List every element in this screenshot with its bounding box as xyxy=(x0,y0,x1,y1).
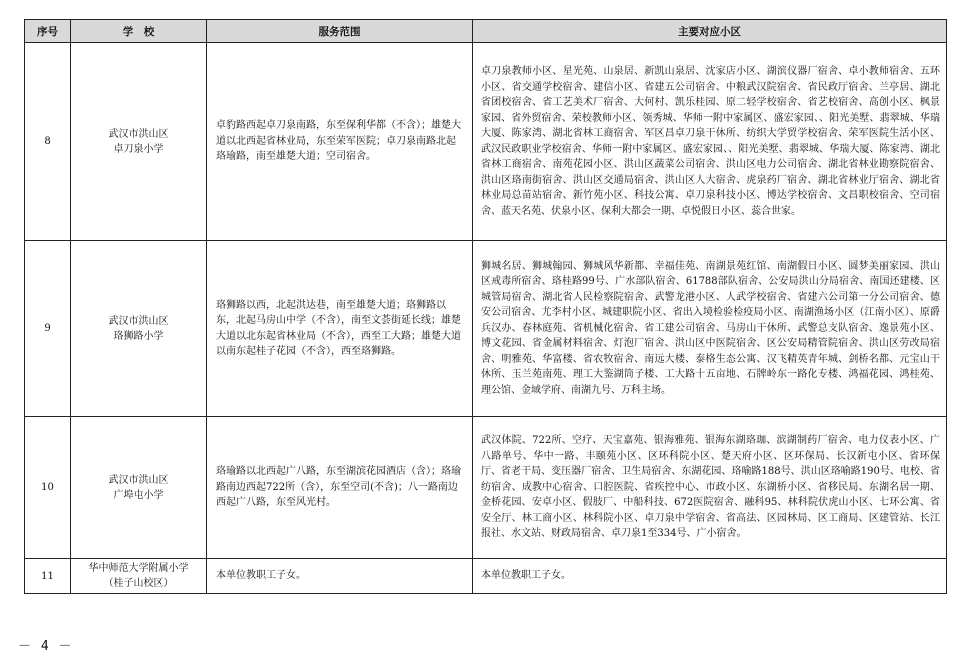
table-header-row xyxy=(25,20,947,43)
header-school: 学 校 xyxy=(71,20,207,43)
row-service-range: 珞瑜路以北西起广八路，东至湖滨花园酒店（含）；珞瑜路南边西起722所（含），东至空司(不含)；八一路南边西起广八路，东至风光村。 xyxy=(207,417,473,559)
row-num: 10 xyxy=(25,417,71,559)
header-areas: 主要对应小区 xyxy=(473,20,947,43)
school-district-table xyxy=(24,19,947,594)
school-name-line1: 武汉市洪山区 xyxy=(108,474,169,486)
header-num: 序号 xyxy=(25,20,71,43)
page-number: － 4 － xyxy=(18,639,73,654)
header-range: 服务范围 xyxy=(207,20,473,43)
table-row xyxy=(25,241,947,417)
row-num: 11 xyxy=(25,559,71,594)
table-row xyxy=(25,417,947,559)
row-service-range: 卓豹路西起卓刀泉南路，东至保利华都（不含）；雄楚大道以北西起省林业局，东至荣军医院；卓刀泉南路北起珞瑜路，南至雄楚大道；空司宿舍。 xyxy=(207,43,473,241)
row-school xyxy=(71,559,207,594)
school-name-line1: 华中师范大学附属小学 xyxy=(88,563,189,574)
table-row xyxy=(25,559,947,594)
school-name-line2: 卓刀泉小学 xyxy=(113,143,164,155)
row-residential-areas: 武汉体院、722所、空疗、天宝嘉苑、银海雅苑、银海东湖珞珈、滨湖制药厂宿舍、电力仪表小区、广八路单号、华中一路、丰颐苑小区、区环科院小区、楚天府小区、区环保局、长汉新屯小区、省环保厅、省老干局、变压器厂宿舍、卫生局宿舍、东湖花园、珞喻路188号、洪山区珞喻路190号、电校、省纺宿舍、成教中心宿舍、口腔医院、省疾控中心、市政小区、东湖桥小区、省移民局、东湖名居一期、金桥花园、安卓小区、假肢厂、中船科技、672医院宿舍、融科95、林科院伏虎山小区、七环公寓、省安全厅、林工商小区、林科院小区、卓刀泉中学宿舍、省高法、区园林局、区工商局、区建管站、长江报社、水文站、财政局宿舍、卓刀泉1至334号、广小宿舍。 xyxy=(473,417,947,559)
row-residential-areas: 卓刀泉教师小区、星光苑、山泉居、新凯山泉居、沈家店小区、湖滨仪器厂宿舍、卓小教师宿舍、五环小区、省交通学校宿舍、建信小区、省建五公司宿舍、中粮武汉院宿舍、省民政厅宿舍、兰亭居、湖北省团校宿舍、省工艺美术厂宿舍、大何村、凯乐桂园、原二轻学校宿舍、省艺校宿舍、高创小区、枫景家园、省外贸宿舍、荣校教师小区、领秀城、华师一附中家属区、盛宏家园、、阳光美墅、翡翠城、华瑞大厦、陈家湾、湖北省林工商宿舍、军区昌卓刀泉干休所、纺织大学贸学校宿舍、荣军医院生活小区、武汉民政职业学校宿舍、华师一附中家属区、盛宏家园、、阳光美墅、翡翠城、华瑞大厦、陈家湾、湖北省林工商宿舍、南苑花园小区、洪山区蔬菜公司宿舍、洪山区电力公司宿舍、湖北省林业勘察院宿舍、洪山区珞南街宿舍、洪山区交通局宿舍、洪山区人大宿舍、虎泉药厂宿舍、湖北省林业厅宿舍、湖北省林业局总苗站宿舍、新竹苑小区、科技公寓、卓刀泉科技小区、博达学校宿舍、文昌职校宿舍、空司宿舍、蓝天名苑、伏泉小区、保利大都会一期、卓悦假日小区、蕊合世家。 xyxy=(473,43,947,241)
school-name-line1: 武汉市洪山区 xyxy=(108,128,169,140)
row-num: 8 xyxy=(25,43,71,241)
table-row xyxy=(25,43,947,241)
school-name-line2: 广埠屯小学 xyxy=(113,489,164,501)
row-num: 9 xyxy=(25,241,71,417)
school-name-line2: （桂子山校区） xyxy=(103,578,174,589)
row-residential-areas: 狮城名居、狮城翰园、狮城风华新都、幸福佳苑、南湖景苑红馆、南湖假日小区、圆梦美丽家园、洪山区戒毒所宿舍、珞桂路99号、广水部队宿舍、61788部队宿舍、公安局洪山分局宿舍、南国还建楼、区城管局宿舍、湖北省人民检察院宿舍、武警龙港小区、人武学校宿舍、省建六公司第一分公司宿舍、德安公司宿舍、尤李村小区、城建职院小区、省出入境检验检疫局小区、南湖渔场小区（江南小区）、原爵兵汉办、春林庭苑、省机械化宿舍、省工建公司宿舍、马房山干休所、武警总支队宿舍、逸景苑小区、博文花园、省金属材料宿舍、灯泡厂宿舍、洪山区中医院宿舍、区公安局精管院宿舍、洪山区劳改局宿舍、明雅苑、华富楼、省农牧宿舍、南远大楼、泰格生态公寓、汉飞精英青年城、剑桥名都、元宝山干休所、玉兰苑南苑、理工大鉴湖筒子楼、工大路十五亩地、石牌岭东一路化专楼、鸿福花园、鸿桂苑、理公馆、金域学府、南湖九号、万科主场。 xyxy=(473,241,947,417)
row-school xyxy=(71,43,207,241)
row-residential-areas: 本单位教职工子女。 xyxy=(473,559,947,594)
school-name-line1: 武汉市洪山区 xyxy=(108,315,169,327)
row-school xyxy=(71,417,207,559)
row-school xyxy=(71,241,207,417)
row-service-range: 本单位教职工子女。 xyxy=(207,559,473,594)
row-service-range: 珞狮路以西，北起洪达巷，南至雄楚大道；珞狮路以东，北起马房山中学（不含），南至文荟街延长线；雄楚大道以北东起省林业局（不含），西至工大路；雄楚大道以南东起桂子花园（不含），西至珞狮路。 xyxy=(207,241,473,417)
school-name-line2: 珞狮路小学 xyxy=(113,330,164,342)
